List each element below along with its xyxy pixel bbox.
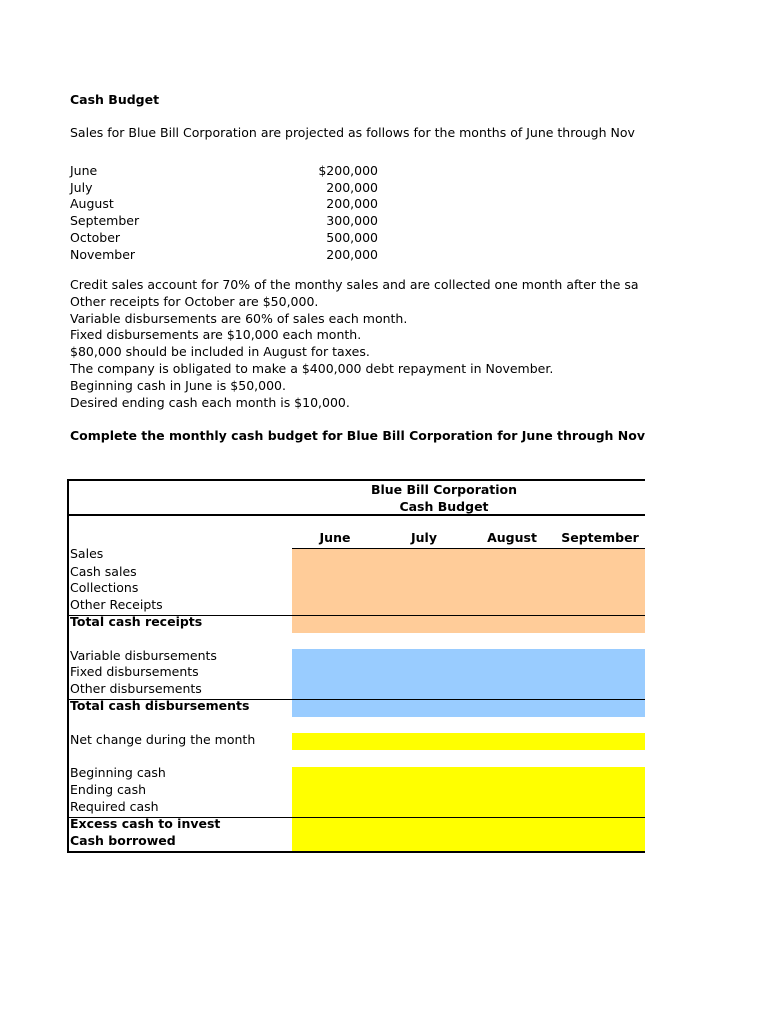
column-header-july: July <box>411 530 437 545</box>
sales-row-november <box>70 247 380 264</box>
row-label-required-cash: Required cash <box>70 799 159 814</box>
row-label-excess-cash: Excess cash to invest <box>70 816 221 831</box>
month-sales-value: 300,000 <box>326 213 378 228</box>
assumption-line: Desired ending cash each month is $10,000. <box>70 394 350 410</box>
receipts-input-cells[interactable] <box>292 549 645 633</box>
column-header-june: June <box>319 530 351 545</box>
month-sales-value: 200,000 <box>326 196 378 211</box>
row-label-variable-disbursements: Variable disbursements <box>70 648 217 663</box>
net-change-input-cells[interactable] <box>292 733 645 750</box>
sales-row-august <box>70 196 380 213</box>
row-label-other-receipts: Other Receipts <box>70 597 163 612</box>
column-header-september: September <box>561 530 639 545</box>
table-bottom-border <box>67 851 645 853</box>
row-label-net-change: Net change during the month <box>70 732 256 747</box>
month-label: November <box>70 247 136 262</box>
instruction-text: Complete the monthly cash budget for Blue Bill Corporation for June through Nov <box>70 428 645 443</box>
row-label-ending-cash: Ending cash <box>70 782 147 797</box>
sales-row-june <box>70 163 380 180</box>
assumption-line: Other receipts for October are $50,000. <box>70 293 319 309</box>
sales-row-july <box>70 180 380 197</box>
row-label-total-cash-disbursements: Total cash disbursements <box>70 698 250 713</box>
month-sales-value: 200,000 <box>326 247 378 262</box>
intro-text: Sales for Blue Bill Corporation are projected as follows for the months of June through Nov <box>70 125 635 140</box>
row-label-sales: Sales <box>70 546 104 561</box>
page-heading: Cash Budget <box>70 92 160 107</box>
disbursements-input-cells[interactable] <box>292 649 645 717</box>
column-header-august: August <box>487 530 537 545</box>
row-label-cash-borrowed: Cash borrowed <box>70 833 176 848</box>
table-title: Cash Budget <box>399 499 489 514</box>
month-label: June <box>70 163 98 178</box>
assumption-line: The company is obligated to make a $400,000 debt repayment in November. <box>70 360 554 376</box>
cash-position-input-cells[interactable] <box>292 767 645 851</box>
month-sales-value: 200,000 <box>326 180 378 195</box>
month-sales-value: 500,000 <box>326 230 378 245</box>
row-label-other-disbursements: Other disbursements <box>70 681 202 696</box>
assumption-line: Variable disbursements are 60% of sales each month. <box>70 310 408 326</box>
row-label-fixed-disbursements: Fixed disbursements <box>70 664 199 679</box>
sales-row-october <box>70 230 380 247</box>
month-label: September <box>70 213 140 228</box>
month-label: July <box>70 180 93 195</box>
assumption-line: Beginning cash in June is $50,000. <box>70 377 286 393</box>
sales-row-september <box>70 213 380 230</box>
assumption-line: Fixed disbursements are $10,000 each month. <box>70 327 362 343</box>
row-label-cash-sales: Cash sales <box>70 564 137 579</box>
month-label: August <box>70 196 114 211</box>
row-label-total-cash-receipts: Total cash receipts <box>70 614 203 629</box>
row-label-collections: Collections <box>70 580 139 595</box>
assumptions-list <box>70 277 639 411</box>
table-company-name: Blue Bill Corporation <box>370 482 518 497</box>
row-label-beginning-cash: Beginning cash <box>70 765 166 780</box>
table-left-border <box>67 479 69 853</box>
assumption-line: $80,000 should be included in August for taxes. <box>70 344 370 360</box>
month-sales-value: $200,000 <box>318 163 378 178</box>
assumption-line: Credit sales account for 70% of the monthy sales and are collected one month after the sa <box>70 277 639 292</box>
month-label: October <box>70 230 121 245</box>
